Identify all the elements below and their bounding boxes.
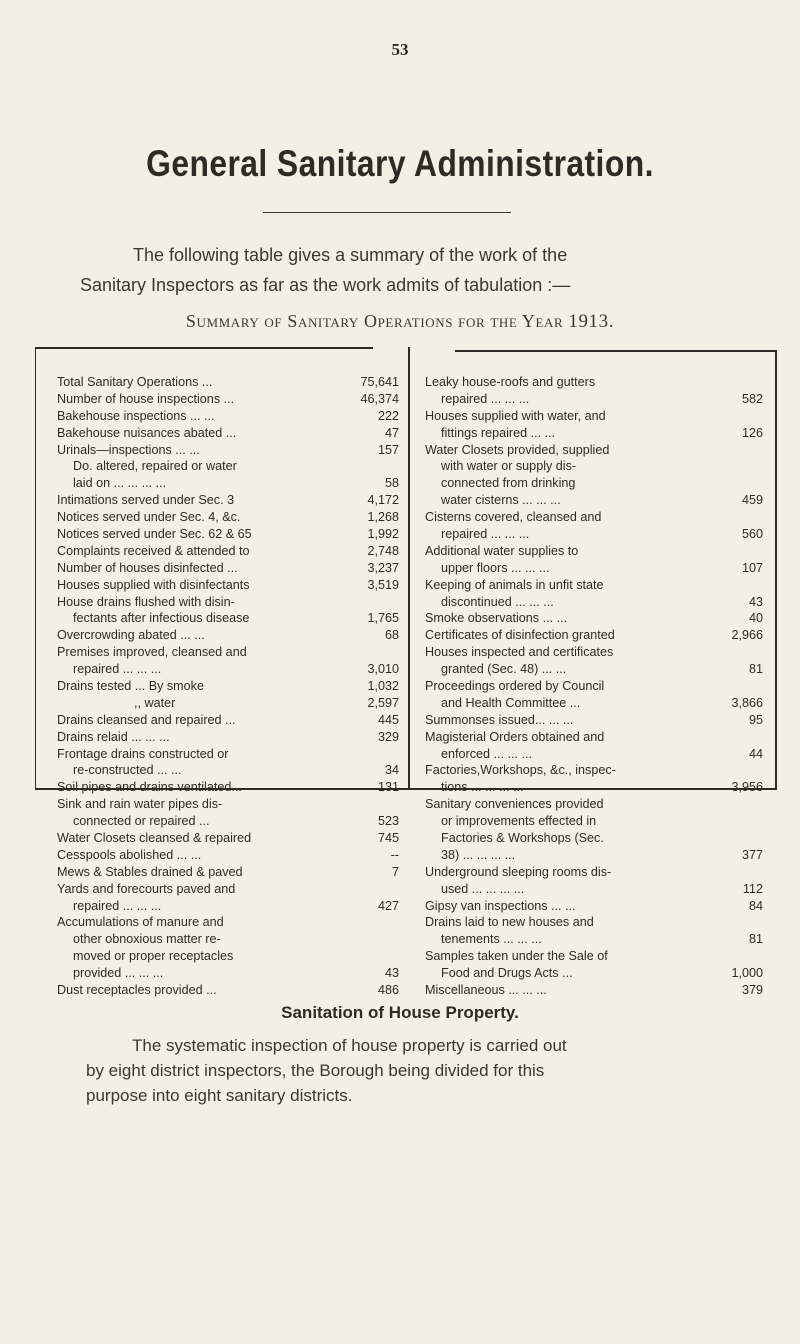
row-label: Cesspools abolished ... ... <box>57 847 202 862</box>
table-row <box>57 779 399 796</box>
row-label: Bakehouse nuisances abated ... <box>57 425 237 440</box>
row-label: Soil pipes and drains ventilated... <box>57 780 242 795</box>
row-value: 1,000 <box>731 966 763 981</box>
table-row <box>425 965 763 982</box>
row-value: 2,597 <box>367 695 399 710</box>
row-label: repaired ... ... ... <box>73 898 162 913</box>
table-row <box>57 762 399 779</box>
table-top-rule <box>455 350 775 352</box>
table-row <box>425 915 763 932</box>
table-row <box>425 796 763 813</box>
table-row <box>57 931 399 948</box>
table-row <box>57 830 399 847</box>
row-label: Complaints received & attended to <box>57 543 250 558</box>
row-value: 560 <box>741 527 763 541</box>
row-value: 3,010 <box>367 662 399 677</box>
table-caption <box>0 311 800 333</box>
para-line: purpose into eight sanitary districts. <box>86 1086 353 1105</box>
table-row <box>57 560 399 577</box>
table-row <box>425 475 763 492</box>
table-row <box>425 374 763 391</box>
row-label: 38) ... ... ... ... <box>441 847 516 862</box>
page-title: General Sanitary Administration. <box>146 143 654 184</box>
table-row <box>425 695 763 712</box>
para-line: by eight district inspectors, the Borough being divided for this <box>86 1061 545 1080</box>
row-value: 157 <box>377 442 399 457</box>
row-value: 126 <box>741 425 763 440</box>
row-label: Houses supplied with disinfectants <box>57 577 250 592</box>
table-row <box>57 610 399 627</box>
table-row <box>425 408 763 425</box>
row-label: Number of houses disinfected ... <box>57 560 238 575</box>
row-value: 43 <box>748 594 763 609</box>
row-value: 523 <box>377 814 399 829</box>
table-row <box>57 661 399 678</box>
row-label: re-constructed ... ... <box>73 763 182 778</box>
row-label: Keeping of animals in unfit state <box>425 577 604 592</box>
row-value: 459 <box>741 493 763 508</box>
row-value: 486 <box>377 983 399 998</box>
row-value: 3,866 <box>731 695 763 710</box>
row-value: 3,956 <box>731 780 763 795</box>
row-label: Houses inspected and certificates <box>425 645 614 660</box>
row-value: 84 <box>748 898 763 913</box>
row-label: Frontage drains constructed or <box>57 746 229 761</box>
row-label: Total Sanitary Operations ... <box>57 374 213 389</box>
row-label: Gipsy van inspections ... ... <box>425 898 576 913</box>
row-value: 46,374 <box>360 391 399 406</box>
table-row <box>425 830 763 847</box>
row-label: repaired ... ... ... <box>73 662 162 677</box>
row-value: 44 <box>748 746 763 761</box>
caption-year: 1913. <box>568 311 615 332</box>
table-row <box>425 560 763 577</box>
row-value: -- <box>390 847 399 862</box>
table-row <box>425 813 763 830</box>
table-row <box>425 492 763 509</box>
table-row <box>57 458 399 475</box>
row-label: Factories,Workshops, &c., inspec- <box>425 763 616 778</box>
intro-line: Sanitary Inspectors as far as the work admits of tabulation :— <box>80 275 571 295</box>
intro-line: The following table gives a summary of the work of the <box>133 245 568 265</box>
table-row <box>57 627 399 644</box>
table-row <box>57 729 399 746</box>
row-label: used ... ... ... ... <box>441 881 525 896</box>
table-row <box>425 931 763 948</box>
row-value: 745 <box>377 831 399 846</box>
table-row <box>425 526 763 543</box>
row-label: Notices served under Sec. 62 & 65 <box>57 527 252 541</box>
table-row <box>425 425 763 442</box>
row-label: Dust receptacles provided ... <box>57 983 217 998</box>
row-label: Do. altered, repaired or water <box>73 459 237 474</box>
row-label: Urinals—inspections ... ... <box>57 442 200 457</box>
row-label: Number of house inspections ... <box>57 391 235 406</box>
row-label: Additional water supplies to <box>425 543 579 558</box>
row-label: discontinued ... ... ... <box>441 594 554 609</box>
table-row <box>57 982 399 999</box>
table-row <box>57 509 399 526</box>
table-row <box>57 594 399 611</box>
left-column <box>57 374 399 999</box>
row-value: 68 <box>384 628 399 643</box>
table-row <box>425 746 763 763</box>
table-row <box>57 695 399 712</box>
table-row <box>57 796 399 813</box>
table-right-rule <box>775 350 777 790</box>
row-value: 3,237 <box>367 560 399 575</box>
table-row <box>425 847 763 864</box>
row-value: 40 <box>748 611 763 626</box>
row-label: Notices served under Sec. 4, &c. <box>57 510 241 525</box>
table-row <box>57 475 399 492</box>
table-row <box>425 577 763 594</box>
row-value: 379 <box>741 983 763 998</box>
table-row <box>425 948 763 965</box>
row-label: House drains flushed with disin- <box>57 594 235 609</box>
row-label: Underground sleeping rooms dis- <box>425 864 612 879</box>
table-row <box>425 661 763 678</box>
table-row <box>425 610 763 627</box>
table-row <box>425 678 763 695</box>
intro-paragraph <box>80 240 740 300</box>
row-value: 1,765 <box>367 611 399 626</box>
table-row <box>425 729 763 746</box>
row-label: laid on ... ... ... ... <box>73 476 167 491</box>
row-value: 1,992 <box>367 527 399 541</box>
row-label: enforced ... ... ... <box>441 746 532 761</box>
table-row <box>425 982 763 999</box>
page-number: 53 <box>391 40 409 59</box>
table-row <box>57 898 399 915</box>
row-value: 445 <box>377 712 399 727</box>
table-row <box>57 881 399 898</box>
table-row <box>425 881 763 898</box>
row-label: Drains laid to new houses and <box>425 915 594 930</box>
row-label: Smoke observations ... ... <box>425 611 568 626</box>
row-value: 329 <box>377 729 399 744</box>
title-rule <box>263 212 511 213</box>
row-label: Sanitary conveniences provided <box>425 797 604 812</box>
row-value: 107 <box>741 560 763 575</box>
table-row <box>57 543 399 560</box>
table-row <box>57 915 399 932</box>
row-label: or improvements effected in <box>441 814 597 829</box>
table-row <box>425 762 763 779</box>
table-row <box>425 543 763 560</box>
table-row <box>425 442 763 459</box>
table-row <box>425 391 763 408</box>
table-row <box>57 577 399 594</box>
table-row <box>425 627 763 644</box>
row-label: granted (Sec. 48) ... ... <box>441 662 567 677</box>
row-label: Drains tested ... By smoke <box>57 679 204 694</box>
row-label: connected from drinking <box>441 476 576 491</box>
row-value: 4,172 <box>367 493 399 508</box>
row-value: 112 <box>742 881 763 896</box>
body-paragraph <box>86 1033 746 1108</box>
table-row <box>57 847 399 864</box>
table-row <box>425 644 763 661</box>
row-value: 222 <box>377 408 399 423</box>
row-label: Proceedings ordered by Council <box>425 679 605 694</box>
row-label: moved or proper receptacles <box>73 949 234 964</box>
row-label: Drains cleansed and repaired ... <box>57 712 236 727</box>
row-value: 2,748 <box>367 543 399 558</box>
row-value: 427 <box>377 898 399 913</box>
row-label: Bakehouse inspections ... ... <box>57 408 215 423</box>
row-value: 95 <box>748 712 763 727</box>
row-value: 34 <box>384 763 399 778</box>
row-label: Sink and rain water pipes dis- <box>57 797 223 812</box>
table-row <box>57 746 399 763</box>
summary-table <box>35 347 773 998</box>
row-label: tions ... ... ... ... <box>441 780 524 795</box>
table-top-rule <box>35 347 373 349</box>
row-label: Premises improved, cleansed and <box>57 645 247 660</box>
row-label: fectants after infectious disease <box>73 611 250 626</box>
table-row <box>57 644 399 661</box>
row-value: 81 <box>748 932 763 947</box>
table-row <box>425 509 763 526</box>
row-label: Samples taken under the Sale of <box>425 949 608 964</box>
row-label: Water Closets cleansed & repaired <box>57 831 252 846</box>
table-row <box>57 965 399 982</box>
row-label: connected or repaired ... <box>73 814 210 829</box>
table-row <box>57 442 399 459</box>
row-value: 7 <box>391 864 399 879</box>
row-label: Food and Drugs Acts ... <box>441 966 573 981</box>
table-row <box>425 594 763 611</box>
table-row <box>425 458 763 475</box>
row-value: 58 <box>384 476 399 491</box>
row-label: Water Closets provided, supplied <box>425 442 610 457</box>
row-value: 1,032 <box>367 679 399 694</box>
row-label: Magisterial Orders obtained and <box>425 729 605 744</box>
table-row <box>425 712 763 729</box>
row-label: upper floors ... ... ... <box>441 560 550 575</box>
row-value: 131 <box>377 780 399 795</box>
table-row <box>425 779 763 796</box>
table-row <box>57 374 399 391</box>
table-row <box>425 898 763 915</box>
row-label: repaired ... ... ... <box>441 391 530 406</box>
table-row <box>57 408 399 425</box>
row-value: 3,519 <box>367 577 399 592</box>
row-label: and Health Committee ... <box>441 695 581 710</box>
row-value: 582 <box>741 391 763 406</box>
row-label: Mews & Stables drained & paved <box>57 864 243 879</box>
table-divider <box>408 347 410 790</box>
row-value: 377 <box>741 847 763 862</box>
row-label: Drains relaid ... ... ... <box>57 729 170 744</box>
row-value: 1,268 <box>367 510 399 525</box>
table-row <box>57 948 399 965</box>
para-line: The systematic inspection of house property is carried out <box>132 1036 567 1055</box>
row-value: 81 <box>748 662 763 677</box>
row-label: Summonses issued... ... ... <box>425 712 574 727</box>
table-row <box>57 678 399 695</box>
table-row <box>57 391 399 408</box>
row-label: provided ... ... ... <box>73 966 164 981</box>
section-heading: Sanitation of House Property. <box>281 1003 519 1022</box>
row-label: repaired ... ... ... <box>441 527 530 541</box>
table-row <box>57 864 399 881</box>
row-label: Intimations served under Sec. 3 <box>57 493 235 508</box>
table-row <box>57 492 399 509</box>
table-row <box>57 813 399 830</box>
row-label: fittings repaired ... ... <box>441 425 556 440</box>
row-label: other obnoxious matter re- <box>73 932 221 947</box>
row-label: Factories & Workshops (Sec. <box>441 831 604 846</box>
row-label: tenements ... ... ... <box>441 932 542 947</box>
row-label: Miscellaneous ... ... ... <box>425 983 547 998</box>
right-column <box>425 374 763 999</box>
table-row <box>57 526 399 543</box>
row-label: Houses supplied with water, and <box>425 408 606 423</box>
row-label: Yards and forecourts paved and <box>57 881 236 896</box>
row-value: 75,641 <box>360 374 399 389</box>
row-label: ,, water <box>57 695 176 710</box>
row-label: Overcrowding abated ... ... <box>57 628 205 643</box>
row-label: Leaky house-roofs and gutters <box>425 374 596 389</box>
row-label: water cisterns ... ... ... <box>441 493 561 508</box>
row-label: with water or supply dis- <box>441 459 577 474</box>
row-value: 43 <box>384 966 399 981</box>
row-label: Certificates of disinfection granted <box>425 628 615 643</box>
row-value: 47 <box>384 425 399 440</box>
table-row <box>57 425 399 442</box>
row-label: Cisterns covered, cleansed and <box>425 510 602 525</box>
table-row <box>425 864 763 881</box>
table-row <box>57 712 399 729</box>
row-value: 2,966 <box>731 628 763 643</box>
row-label: Accumulations of manure and <box>57 915 224 930</box>
caption-text: Summary of Sanitary Operations for the Year <box>185 311 564 331</box>
table-left-rule <box>35 347 36 790</box>
